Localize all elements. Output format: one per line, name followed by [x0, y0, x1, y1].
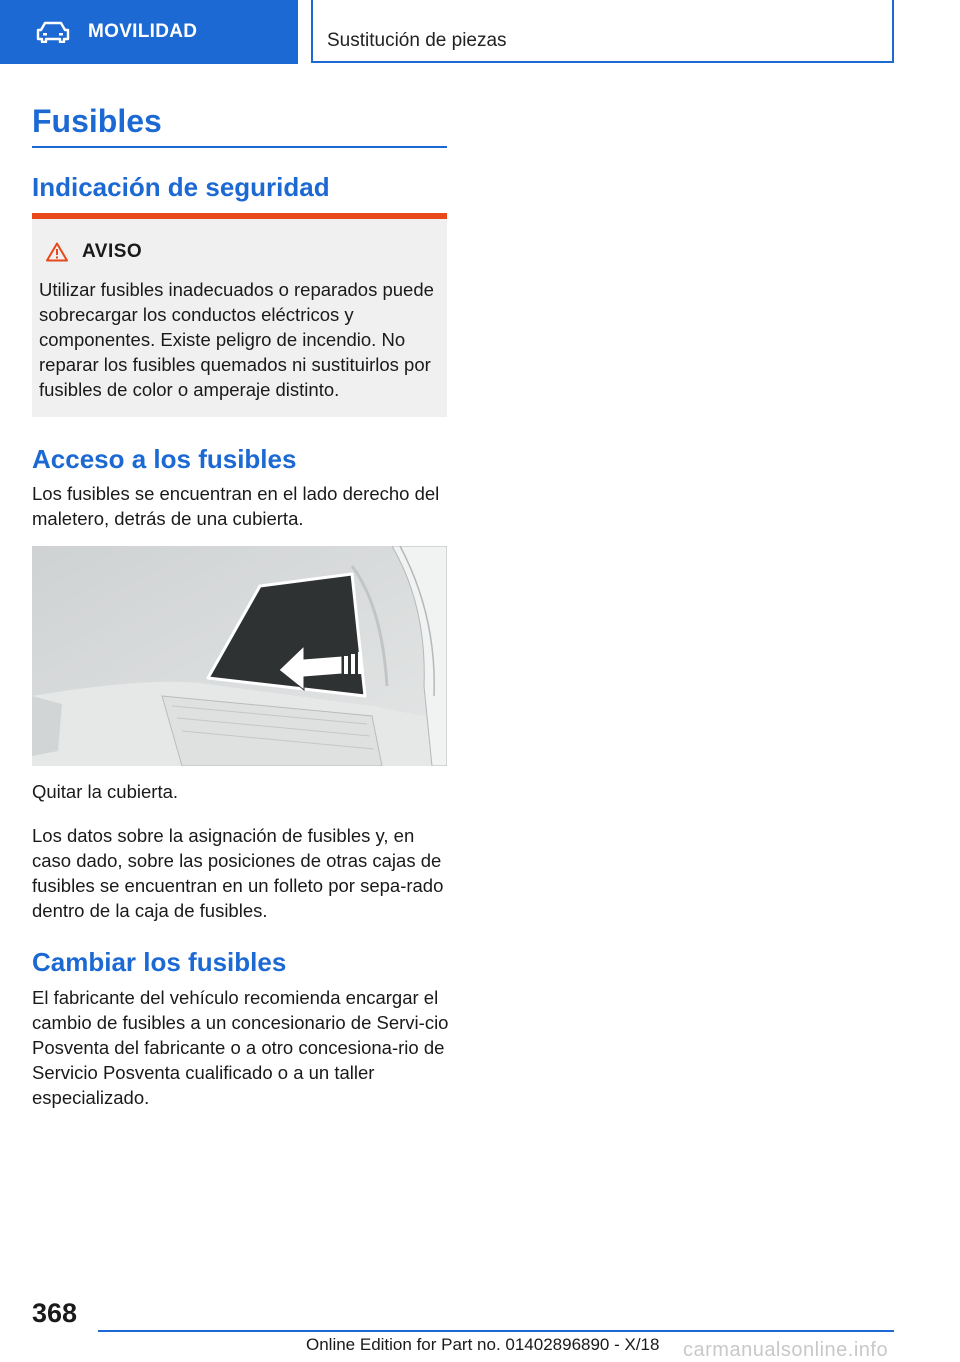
trunk-illustration-svg	[32, 546, 447, 766]
warning-label: AVISO	[82, 241, 143, 262]
section-title: Sustitución de piezas	[327, 30, 507, 51]
page-number: 368	[32, 1298, 78, 1328]
warning-header	[46, 241, 142, 263]
safety-heading: Indicación de seguridad	[32, 172, 330, 202]
remove-cover-step: Quitar la cubierta.	[32, 781, 179, 802]
footer-divider	[98, 1330, 894, 1332]
section-header	[311, 0, 894, 63]
warning-box	[32, 213, 447, 417]
chapter-tab[interactable]	[0, 0, 298, 64]
page-title: Fusibles	[32, 103, 162, 139]
car-icon	[36, 21, 70, 43]
edition-text: Online Edition for Part no. 01402896890 - X/18	[306, 1335, 660, 1354]
trunk-fuse-cover-illustration	[32, 546, 447, 766]
change-heading: Cambiar los fusibles	[32, 947, 287, 977]
watermark: carmanualsonline.info	[683, 1339, 889, 1361]
access-intro: Los fusibles se encuentran en el lado derecho del maletero, detrás de una cubierta.	[32, 483, 440, 529]
access-heading: Acceso a los fusibles	[32, 444, 297, 474]
fuse-info-text: Los datos sobre la asignación de fusibles y, en caso dado, sobre las posiciones de otras cajas de fusibles se encuentran en un folleto por sepa‑rado dentro de la caja de fusibles.	[32, 825, 444, 921]
change-text: El fabricante del vehículo recomienda encargar el cambio de fusibles a un concesionario de Servi‑cio Posventa del fabricante o a otro concesiona‑rio de Servicio Posventa cualificado o a un taller especializado.	[32, 987, 449, 1108]
warning-triangle-icon	[46, 242, 68, 262]
warning-text: Utilizar fusibles inadecuados o reparados puede sobrecargar los conductos eléctricos y componentes. Existe peligro de incendio. No reparar los fusibles quemados ni sustituirlos por fusibles de color o amperaje distinto.	[39, 279, 434, 400]
chapter-label: MOVILIDAD	[88, 21, 198, 42]
title-divider	[32, 146, 447, 148]
